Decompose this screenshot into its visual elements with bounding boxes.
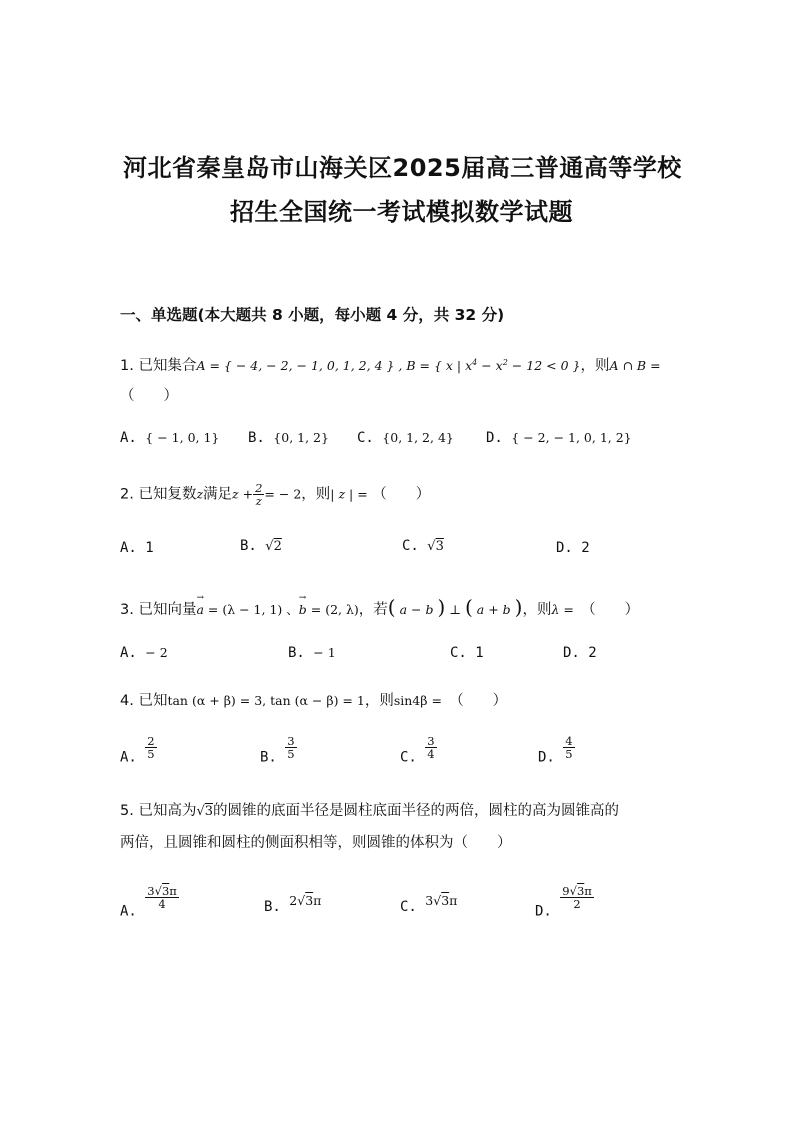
q4-condition: tan (α + β) = 3, tan (α − β) = 1 [167,693,365,708]
q1-tail: A ∩ B = [609,358,661,373]
section-heading: 一、单选题(本大题共 8 小题，每小题 4 分，共 32 分) [120,306,505,324]
q3-option-d: D. 2 [563,645,597,661]
vector-b: → b [299,602,307,617]
q5-option-d: D. $\frac{9√3\pi}{2}$ [535,884,592,920]
q3-option-b: B. − 1 [288,645,336,661]
q1-option-d: D. { − 2, − 1, 0, 1, 2} [486,430,632,446]
doc-title-line2: 招生全国统一考试模拟数学试题 [230,198,573,226]
question-4: 4. 已知tan (α + β) = 3, tan (α − β) = 1，则sin4β = （ ） [120,693,508,709]
question-1 [120,354,661,375]
q5-option-c: C. 3√3π [400,893,458,915]
question-5: 5. 已知高为√3的圆锥的底面半径是圆柱底面半径的两倍，圆柱的高为圆锥高的 [120,803,620,819]
q4-option-b: B. $\frac{3}{5}$ [260,734,295,766]
q3-number: 3. [120,602,134,618]
q1-option-a: A. { − 1, 0, 1} [120,430,220,446]
q5-option-b: B. 2√3π [264,893,322,915]
q4-option-a: A. $\frac{2}{5}$ [120,734,155,766]
q5-option-a: A. $\frac{3√3\pi}{4}$ [120,884,177,920]
q2-option-b: B. √2 [240,538,282,554]
q1-mid: ，则 [580,358,610,374]
question-2: 2. 已知复数z满足z + $\frac{2}{z}$ = − 2，则| z | = （ ） [120,481,431,509]
q1-option-c: C. {0, 1, 2, 4} [357,430,454,446]
vector-a: → a [196,602,203,617]
q1-prefix: 已知集合 [138,358,197,374]
q3-option-a: A. − 2 [120,645,168,661]
q4-number: 4. [120,693,134,709]
q4-option-c: C. $\frac{3}{4}$ [400,734,435,766]
q2-option-c: C. √3 [402,538,444,554]
q5-number: 5. [120,803,134,819]
q2-option-a: A. 1 [120,540,154,556]
q1-option-b: B. {0, 1, 2} [248,430,329,446]
q1-sets: A = { − 4, − 2, − 1, 0, 1, 2, 4 } , B = { x | $x^4 - x^2 - 12 < 0$ } [196,357,581,373]
question-3: 3. 已知向量→ a = (λ − 1, 1) 、→ b = (2, λ)，若( a − b ) ⊥ ( a + b )，则λ = （ ） [120,595,639,619]
doc-title-line1: 河北省秦皇岛市山海关区2025届高三普通高等学校 [123,154,682,182]
q4-option-d: D. $\frac{4}{5}$ [538,734,573,766]
q1-paren: （ ） [120,388,178,404]
q2-number: 2. [120,486,134,503]
q2-prefix: 已知复数 [138,486,197,503]
q1-number: 1. [120,358,134,374]
q3-option-c: C. 1 [450,645,484,661]
q2-fraction: $\frac{2}{z}$ [255,481,263,509]
question-5-line2: 两倍，且圆锥和圆柱的侧面积相等，则圆锥的体积为（ ） [120,835,512,851]
q2-option-d: D. 2 [556,540,590,556]
